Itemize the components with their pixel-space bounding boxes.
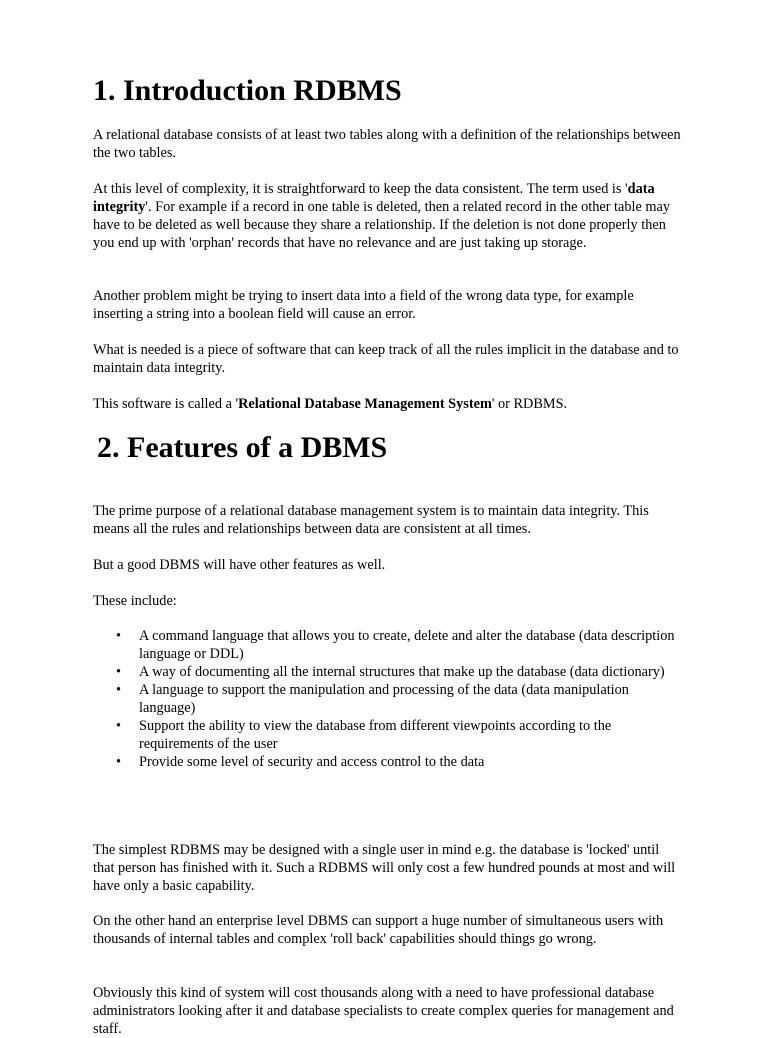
section-heading-introduction: 1. Introduction RDBMS: [93, 74, 402, 107]
paragraph-simplest-rdbms: The simplest RDBMS may be designed with a single user in mind e.g. the database is 'locked' until that person has finished with it. Such a RDBMS will only cost a few hundred pounds at most and will have only a basic capability.: [93, 842, 676, 894]
paragraph-text: ' or RDBMS.: [491, 396, 568, 412]
paragraph-text: At this level of complexity, it is straightforward to keep the data consistent. The term used is ': [93, 181, 628, 197]
list-item-text: Provide some level of security and access control to the data: [139, 754, 485, 770]
list-item-text: A language to support the manipulation and processing of the data (data manipulation language): [139, 682, 629, 716]
features-list: [93, 627, 683, 771]
paragraph-other-features: But a good DBMS will have other features as well.: [93, 557, 386, 573]
list-item: [93, 681, 683, 717]
paragraph-enterprise-dbms: On the other hand an enterprise level DBMS can support a huge number of simultaneous users with thousands of internal tables and complex 'roll back' capabilities should things go wrong.: [93, 913, 664, 947]
paragraph-text: This software is called a ': [93, 396, 239, 412]
bold-term-data-integrity: data integrity: [93, 181, 655, 215]
paragraph-relational-definition: A relational database consists of at least two tables along with a definition of the relationships between the two tables.: [93, 127, 681, 161]
section-heading-features: 2. Features of a DBMS: [97, 431, 388, 464]
list-item-text: A command language that allows you to create, delete and alter the database (data description language or DDL): [139, 628, 675, 662]
list-item: [93, 627, 683, 663]
paragraph-text: '. For example if a record in one table is deleted, then a related record in the other table may have to be deleted as well because they share a relationship. If the deletion is not done properly then you end up with 'orphan' records that have no relevance and are just taking up storage.: [93, 199, 670, 251]
bullet-icon: •: [116, 628, 122, 644]
list-item: [93, 717, 683, 753]
bullet-icon: •: [116, 682, 122, 698]
bullet-icon: •: [116, 664, 122, 680]
list-item: [93, 753, 683, 771]
paragraph-wrong-data-type: Another problem might be trying to insert data into a field of the wrong data type, for example inserting a string into a boolean field will cause an error.: [93, 288, 634, 322]
paragraph-cost-thousands: Obviously this kind of system will cost thousands along with a need to have professional database administrators looking after it and database specialists to create complex queries for management and staff.: [93, 985, 674, 1037]
bold-term-rdbms: Relational Database Management System: [238, 396, 492, 412]
paragraph-what-is-needed: What is needed is a piece of software that can keep track of all the rules implicit in the database and to maintain data integrity.: [93, 342, 679, 376]
paragraph-these-include: These include:: [93, 593, 177, 609]
paragraph-rdbms-name: [93, 395, 683, 413]
list-item-text: A way of documenting all the internal structures that make up the database (data dictionary): [139, 664, 665, 680]
bullet-icon: •: [116, 718, 122, 734]
bullet-icon: •: [116, 754, 122, 770]
list-item: [93, 663, 683, 681]
list-item-text: Support the ability to view the database from different viewpoints according to the requirements of the user: [139, 718, 612, 752]
paragraph-data-integrity: [93, 180, 683, 252]
paragraph-prime-purpose: The prime purpose of a relational database management system is to maintain data integrity. This means all the rules and relationships between data are consistent at all times.: [93, 503, 649, 537]
